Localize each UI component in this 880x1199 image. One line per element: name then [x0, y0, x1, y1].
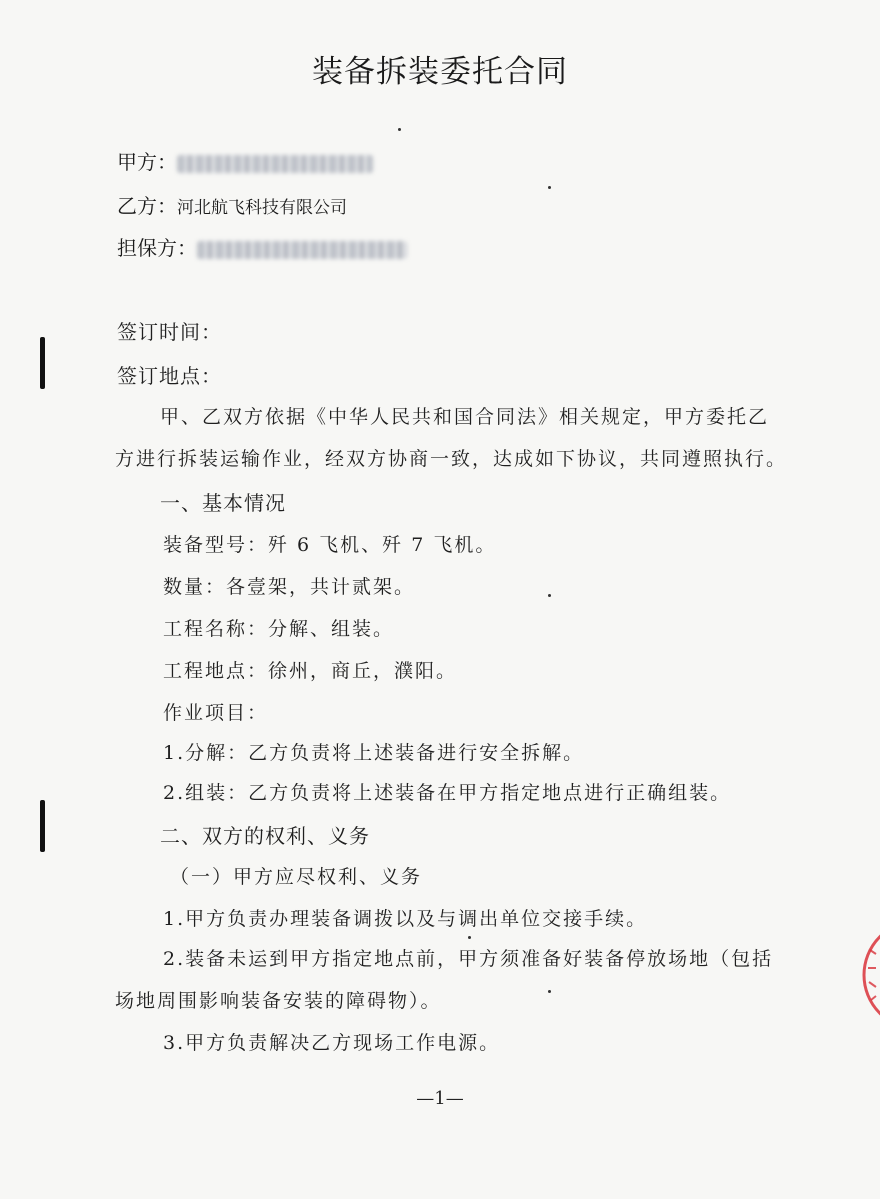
work-item-1: 1.分解：乙方负责将上述装备进行安全拆解。 [163, 742, 585, 764]
party-b-value: 河北航飞科技有限公司 [177, 198, 347, 218]
equipment-model: 装备型号：歼 6 飞机、歼 7 飞机。 [163, 534, 497, 556]
clause-2-line-1: 2.装备未运到甲方指定地点前，甲方须准备好装备停放场地（包括 [163, 948, 774, 970]
scan-speck [548, 186, 551, 189]
party-a-row [117, 146, 373, 175]
scan-speck [398, 128, 401, 131]
scan-speck [548, 990, 551, 993]
signing-place-label: 签订地点： [117, 364, 222, 388]
party-a-redacted [177, 155, 373, 173]
party-b-label: 乙方： [117, 194, 177, 218]
clause-2-line-2: 场地周围影响装备安装的障碍物）。 [115, 990, 442, 1012]
quantity: 数量：各壹架，共计贰架。 [163, 576, 416, 598]
signing-time-label: 签订时间： [117, 320, 222, 344]
guarantor-row [117, 232, 407, 261]
guarantor-redacted [197, 241, 407, 259]
clause-1: 1.甲方负责办理装备调拨以及与调出单位交接手续。 [163, 908, 648, 930]
scan-speck [548, 594, 551, 597]
red-seal-stamp [860, 920, 880, 1030]
work-item-2: 2.组装：乙方负责将上述装备在甲方指定地点进行正确组装。 [163, 782, 732, 804]
subsection-a-heading: （一）甲方应尽权利、义务 [170, 866, 423, 888]
binding-mark-bottom [40, 800, 45, 852]
contract-title: 装备拆装委托合同 [312, 54, 568, 90]
intro-line-1: 甲、乙双方依据《中华人民共和国合同法》相关规定，甲方委托乙 [160, 406, 770, 428]
work-items-label: 作业项目： [163, 702, 269, 724]
section-2-heading: 二、双方的权利、义务 [160, 824, 370, 848]
project-name: 工程名称：分解、组装。 [163, 618, 395, 640]
party-a-label: 甲方： [117, 150, 177, 174]
clause-3: 3.甲方负责解决乙方现场工作电源。 [163, 1032, 501, 1054]
intro-line-2: 方进行拆装运输作业，经双方协商一致，达成如下协议，共同遵照执行。 [115, 448, 788, 470]
page-number: —1— [416, 1088, 464, 1109]
scan-speck [468, 936, 471, 939]
binding-mark-top [40, 337, 45, 389]
guarantor-label: 担保方： [117, 236, 197, 260]
section-1-heading: 一、基本情况 [160, 491, 286, 515]
party-b-row [117, 190, 347, 219]
project-location: 工程地点：徐州，商丘，濮阳。 [163, 660, 458, 682]
